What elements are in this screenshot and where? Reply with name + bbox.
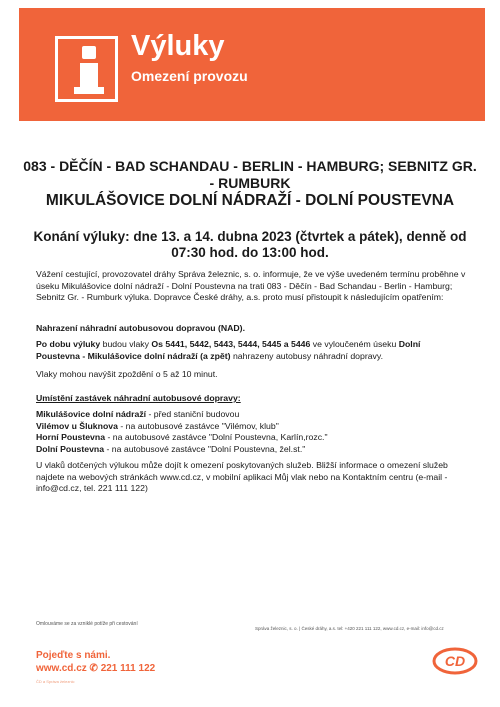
footer-tiny-text: ČD a Správa železnic: [36, 679, 75, 684]
list-item: Dolní Poustevna - na autobusové zastávce "Dolní Poustevna, žel.st.": [36, 443, 306, 454]
list-item: Horní Poustevna - na autobusové zastávce "Dolní Poustevna, Karlín,rozc.": [36, 432, 328, 442]
list-item: Mikulášovice dolní nádraží - před staniční budovou: [36, 409, 240, 419]
contact-info: www.cd.cz ✆ 221 111 122: [36, 663, 156, 674]
footer-apology: Omlouváme se za vzniklé potíže při cestování: [36, 621, 138, 627]
info-icon: [55, 36, 118, 102]
list-item: Vilémov u Šluknova - na autobusové zastávce "Vilémov, klub": [36, 420, 279, 431]
banner-title: Výluky: [131, 30, 225, 62]
delay-note: Vlaky mohou navýšit zpoždění o 5 až 10 minut.: [36, 369, 218, 379]
stops-list: [36, 409, 466, 455]
date-heading: Konání výluky: dne 13. a 14. dubna 2023 (čtvrtek a pátek), denně od 07:30 hod. do 13:00 hod.: [33, 229, 467, 260]
svg-text:CD: CD: [444, 653, 466, 669]
footer-contact-line: Správa železnic, s. o. | České dráhy, a.s. tel: +420 221 111 122, www.cd.cz, e-mail: info@cd.cz: [255, 626, 444, 631]
intro-paragraph: Vážení cestující, provozovatel dráhy Správa železnic, s. o. informuje, že ve výše uvedeném termínu proběhne v úseku Mikulášovice dolní nádraží - Dolní Poustevna na trati 083 - Děčín - Bad Schandau - Berlin - Hamburg; Sebnitz Gr. - Rumburk výluka. Dopravce České dráhy, a.s. proto musí přistoupit k následujícím opatřením:: [36, 269, 466, 302]
nad-paragraph: Po dobu výluky budou vlaky Os 5441, 5442, 5443, 5444, 5445 a 5446 ve vyloučeném úseku Dolní Poustevna - Mikulášovice dolní nádraží (a zpět) nahrazeny autobusy náhradní dopravy.: [36, 339, 421, 361]
banner-subtitle: Omezení provozu: [131, 68, 248, 84]
route-heading: 083 - DĚČÍN - BAD SCHANDAU - BERLIN - HAMBURG; SEBNITZ GR. - RUMBURK: [23, 158, 477, 191]
slogan: Pojeďte s námi.: [36, 650, 111, 661]
nad-title: Nahrazení náhradní autobusovou dopravou (NAD).: [36, 323, 245, 333]
header-banner: [19, 8, 485, 121]
stops-title: Umístění zastávek náhradní autobusové dopravy:: [36, 393, 241, 403]
outro-paragraph: U vlaků dotčených výlukou může dojít k omezení poskytovaných služeb. Bližší informace o omezení služeb najdete na webových stránkách www.cd.cz, v mobilní aplikaci Můj vlak nebo na Kontaktním centru (e-mail - info@cd.cz, tel. 221 111 122): [36, 460, 448, 493]
section-heading: MIKULÁŠOVICE DOLNÍ NÁDRAŽÍ - DOLNÍ POUSTEVNA: [45, 192, 455, 209]
cd-logo-icon: [432, 647, 478, 675]
